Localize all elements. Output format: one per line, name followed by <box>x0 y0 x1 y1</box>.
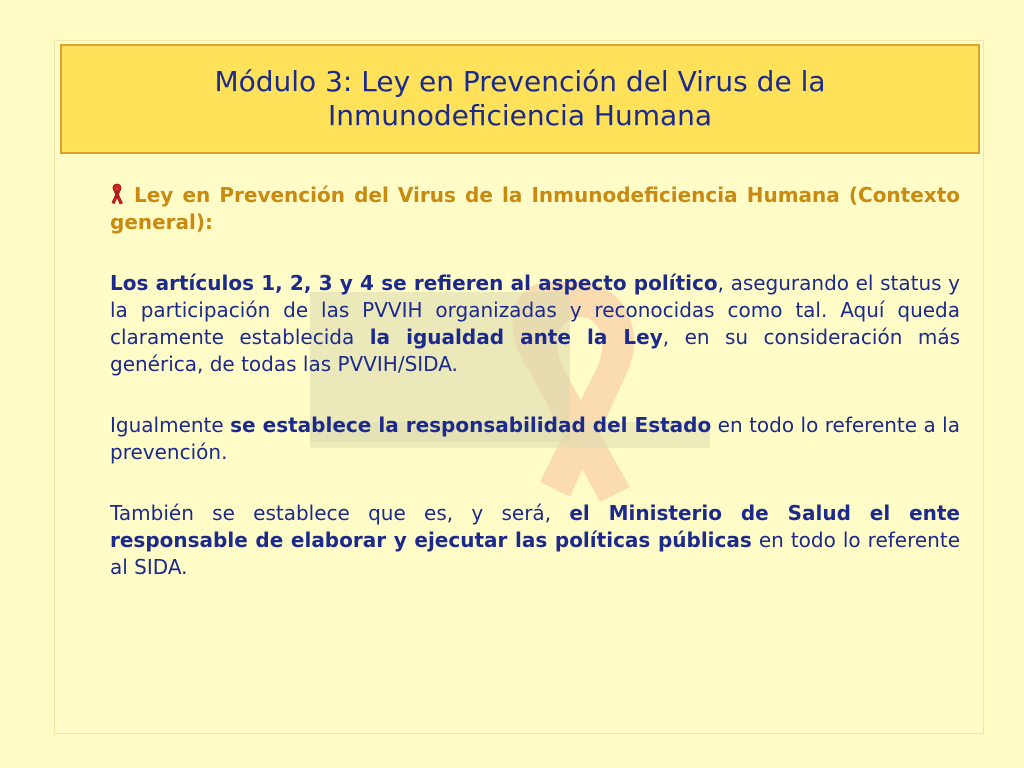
paragraph-2-text-1: Igualmente <box>110 413 231 437</box>
paragraph-3-text-1: También se establece que es, y será, <box>110 501 570 525</box>
red-ribbon-icon <box>110 183 124 205</box>
title-line-2: Inmunodeficiencia Humana <box>327 99 713 132</box>
slide-title <box>140 65 900 133</box>
paragraph-2-text-2: en todo lo referente a la prevención. <box>110 413 960 464</box>
paragraph-1-text-2: , en su consideración más genérica, de todas las PVVIH/SIDA. <box>110 325 960 376</box>
bullet-item <box>110 182 960 236</box>
paragraph-3-text-2: en todo lo referente al SIDA. <box>110 528 961 579</box>
paragraph-1-bold-2: la igualdad ante la Ley <box>369 325 663 349</box>
paragraph-2-bold-1: se establece la responsabilidad del Estado <box>230 413 712 437</box>
title-box <box>60 44 980 154</box>
slide-content <box>110 182 960 615</box>
paragraph-state <box>110 412 960 466</box>
paragraph-1-bold-1: Los artículos 1, 2, 3 y 4 se refieren al aspecto político <box>110 271 718 295</box>
paragraph-3-bold-1: el Ministerio de Salud el ente responsable de elaborar y ejecutar las políticas públicas <box>110 501 960 552</box>
bullet-text: Ley en Prevención del Virus de la Inmunodeficiencia Humana (Contexto general): <box>110 183 960 234</box>
title-line-1: Módulo 3: Ley en Prevención del Virus de la <box>214 65 826 98</box>
paragraph-ministry <box>110 500 960 581</box>
paragraph-articles <box>110 270 960 378</box>
paragraph-1-text-1: , asegurando el status y la participación de las PVVIH organizadas y reconocidas como tal. Aquí queda claramente establecida <box>110 271 960 349</box>
